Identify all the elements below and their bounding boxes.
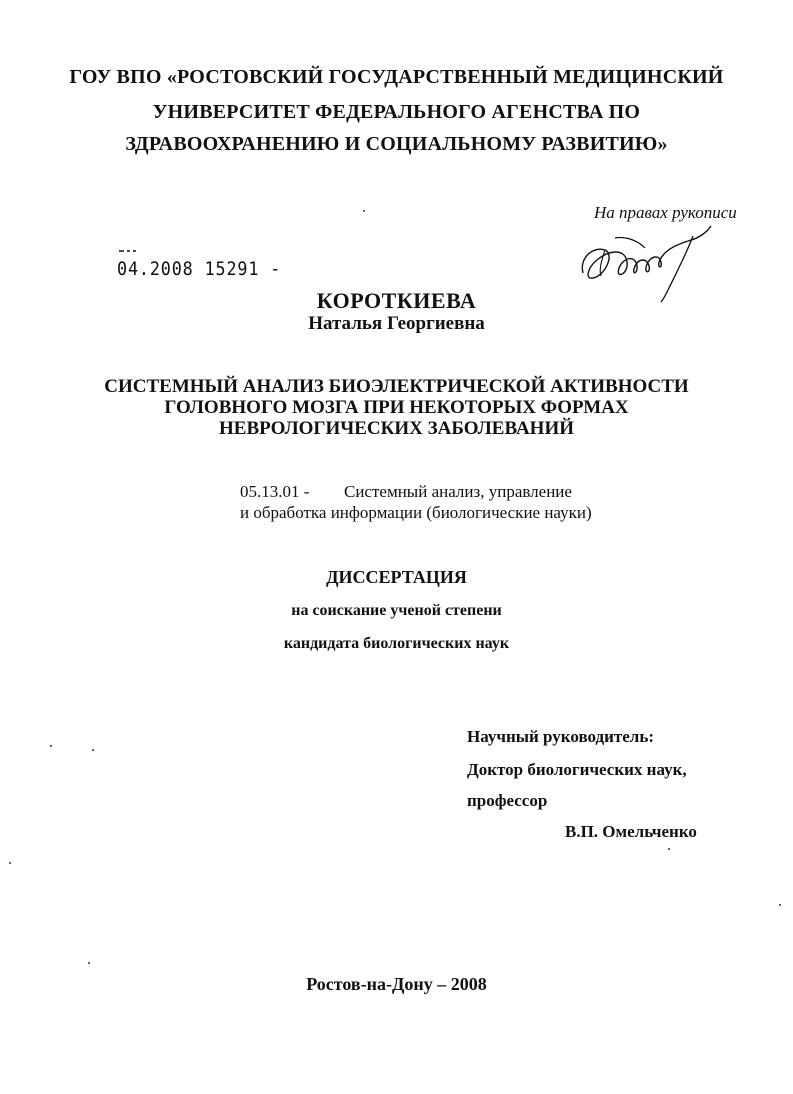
scan-speck	[50, 745, 52, 747]
scan-speck	[363, 210, 365, 212]
advisor-degree: Доктор биологических наук,	[467, 760, 687, 779]
scan-speck	[668, 848, 670, 850]
city-year: Ростов-на-Дону – 2008	[306, 974, 487, 994]
advisor-name: В.П. Омельченко	[565, 822, 697, 841]
specialty-code: 05.13.01 -	[240, 482, 310, 501]
manuscript-rights: На правах рукописи	[594, 203, 737, 222]
institution-line-1: ГОУ ВПО «РОСТОВСКИЙ ГОСУДАРСТВЕННЫЙ МЕДИЦИНСКИЙ	[69, 66, 724, 88]
author-name: Наталья Георгиевна	[308, 313, 485, 334]
institution-line-3: ЗДРАВООХРАНЕНИЮ И СОЦИАЛЬНОМУ РАЗВИТИЮ»	[125, 133, 668, 155]
advisor-title: профессор	[467, 791, 548, 810]
title-line-2: ГОЛОВНОГО МОЗГА ПРИ НЕКОТОРЫХ ФОРМАХ	[164, 397, 629, 418]
stamp-number: 04.2008 15291 -	[117, 258, 282, 280]
title-line-3: НЕВРОЛОГИЧЕСКИХ ЗАБОЛЕВАНИЙ	[219, 418, 574, 439]
scan-speck	[92, 749, 94, 751]
specialty-line-2: и обработка информации (биологические науки)	[240, 503, 592, 522]
scan-speck	[88, 962, 90, 964]
thesis-type: ДИССЕРТАЦИЯ	[326, 567, 467, 587]
thesis-degree-line-1: на соискание ученой степени	[291, 602, 502, 619]
specialty-name: Системный анализ, управление	[344, 482, 572, 501]
stamp-marks	[118, 248, 138, 254]
title-line-1: СИСТЕМНЫЙ АНАЛИЗ БИОЭЛЕКТРИЧЕСКОЙ АКТИВНОСТИ	[104, 376, 689, 397]
thesis-degree-line-2: кандидата биологических наук	[283, 635, 510, 652]
scan-speck	[9, 862, 11, 864]
author-surname: КОРОТКИЕВА	[316, 288, 477, 313]
advisor-label: Научный руководитель:	[467, 727, 654, 746]
institution-line-2: УНИВЕРСИТЕТ ФЕДЕРАЛЬНОГО АГЕНСТВА ПО	[152, 101, 641, 123]
specialty-line-1	[240, 482, 572, 502]
scan-speck	[779, 904, 781, 906]
